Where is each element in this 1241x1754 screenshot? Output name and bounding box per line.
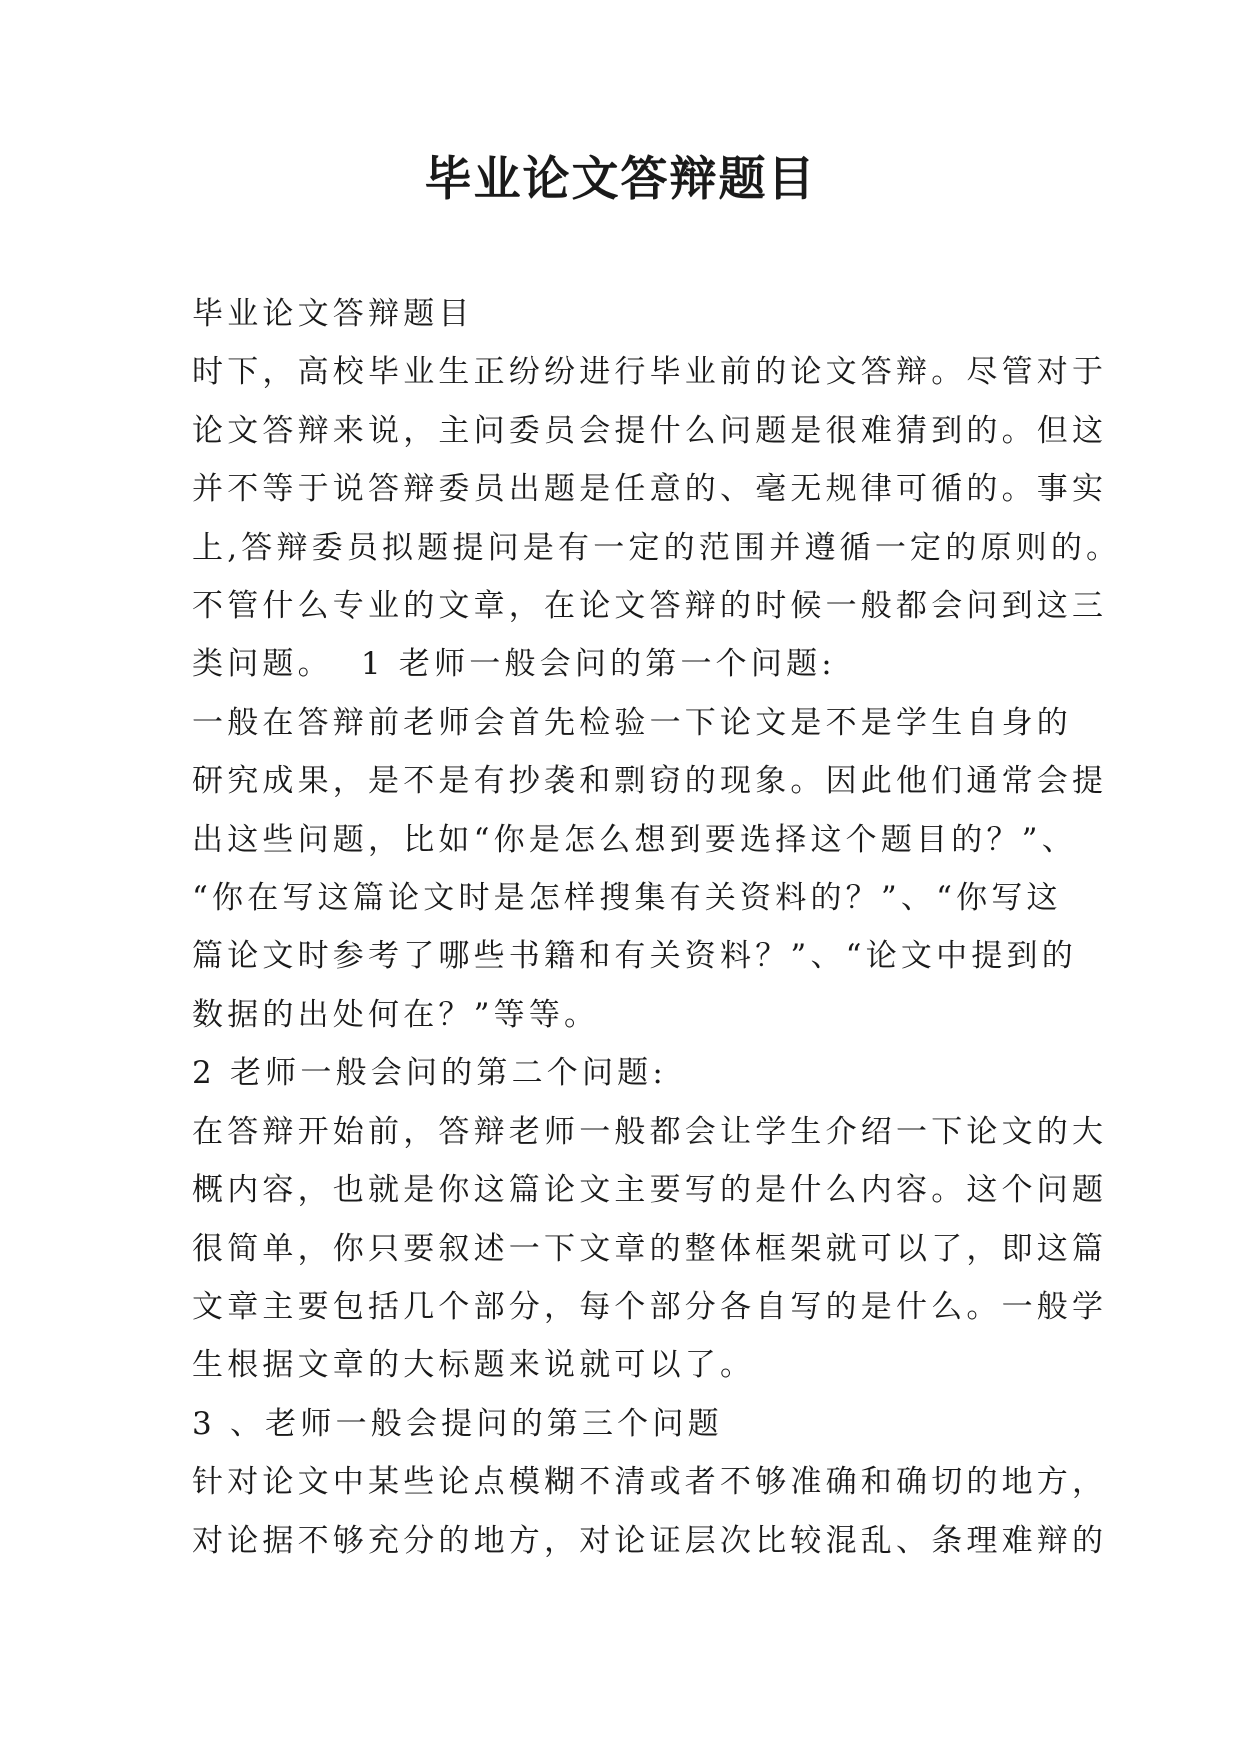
body-line: 对论据不够充分的地方，对论证层次比较混乱、条理难辩的	[192, 1522, 1108, 1559]
body-line: 生根据文章的大标题来说就可以了。	[192, 1347, 756, 1384]
body-line: 毕业论文答辩题目	[192, 296, 474, 332]
body-line: 数据的出处何在？”等等。	[192, 996, 600, 1033]
body-line: 并不等于说答辩委员出题是任意的、毫无规律可循的。事实	[192, 471, 1108, 508]
body-line: 研究成果，是不是有抄袭和剽窃的现象。因此他们通常会提	[192, 763, 1108, 800]
body-line: 不管什么专业的文章，在论文答辩的时候一般都会问到这三	[192, 588, 1108, 625]
body-line: “你在写这篇论文时是怎样搜集有关资料的？”、“你写这	[192, 880, 1062, 917]
body-line: 文章主要包括几个部分，每个部分各自写的是什么。一般学	[192, 1288, 1108, 1325]
body-line: 类问题。 1 老师一般会问的第一个问题:	[192, 646, 836, 683]
body-line: 针对论文中某些论点模糊不清或者不够准确和确切的地方，	[192, 1464, 1108, 1501]
body-line: 3 、老师一般会提问的第三个问题	[192, 1405, 723, 1442]
body-line: 很简单，你只要叙述一下文章的整体框架就可以了，即这篇	[192, 1230, 1108, 1267]
body-line: 概内容，也就是你这篇论文主要写的是什么内容。这个问题	[192, 1172, 1108, 1209]
document-title: 毕业论文答辩题目	[424, 152, 817, 207]
body-line: 2 老师一般会问的第二个问题:	[192, 1055, 668, 1092]
body-line: 出这些问题，比如“你是怎么想到要选择这个题目的？”、	[192, 821, 1077, 858]
body-line: 在答辩开始前，答辩老师一般都会让学生介绍一下论文的大	[192, 1113, 1108, 1150]
body-line: 一般在答辩前老师会首先检验一下论文是不是学生自身的	[192, 704, 1072, 741]
document-body	[192, 285, 1122, 1570]
body-line: 上,答辩委员拟题提问是有一定的范围并遵循一定的原则的。	[192, 529, 1122, 566]
body-line: 论文答辩来说，主问委员会提什么问题是很难猜到的。但这	[192, 412, 1108, 449]
body-line: 时下，高校毕业生正纷纷进行毕业前的论文答辩。尽管对于	[192, 354, 1108, 391]
body-line: 篇论文时参考了哪些书籍和有关资料？”、“论文中提到的	[192, 938, 1077, 975]
